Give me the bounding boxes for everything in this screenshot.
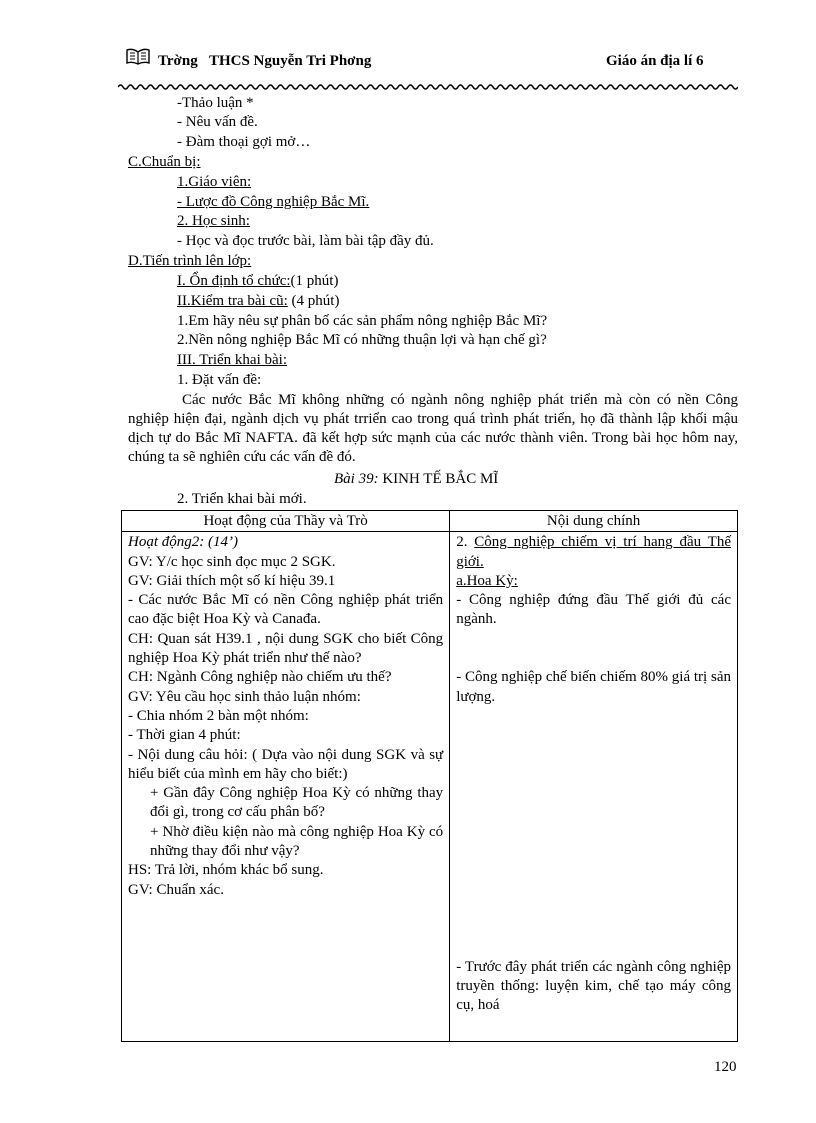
- review-question-1: 1.Em hãy nêu sự phân bố các sản phẩm nông nghiệp Bắc Mĩ?: [177, 313, 548, 329]
- step-review-time: (4 phút): [287, 293, 340, 309]
- activity-line: - Các nước Bắc Mĩ có nền Công nghiệp phát triển cao đặc biệt Hoa Kỳ và Canađa.: [128, 592, 444, 628]
- activity-line: - Chia nhóm 2 bàn một nhóm:: [128, 707, 309, 724]
- activity-line: GV: Y/c học sinh đọc mục 2 SGK.: [128, 553, 336, 570]
- student-heading: 2. Học sinh:: [177, 213, 250, 229]
- activity-line: CH: Ngành Công nghiệp nào chiếm ưu thế?: [128, 669, 392, 686]
- intro-paragraph: Các nước Bắc Mĩ không những có ngành nông nghiệp phát triển mà còn có nền Công nghiệp hiện đại, ngành dịch vụ phát trriển cao trong quá trình phát triển, họ đã thành lập khối mậu dịch tự do Bắc Mĩ NAFTA. đã kết hợp sức mạnh của các nước thành viên. Trong bài học hôm nay, chúng ta sẽ nghiên cứu các vấn đề đó.: [128, 392, 738, 465]
- teacher-item: - Lược đồ Công nghiệp Bắc Mĩ.: [177, 194, 370, 210]
- content-cell: [450, 532, 738, 1042]
- open-book-icon: [126, 48, 150, 66]
- lesson-name: KINH TẾ BẮC MĨ: [378, 471, 499, 487]
- content-point: - Công nghiệp đứng đầu Thế giới đủ các ngành.: [456, 592, 731, 628]
- activity-line: + Nhờ điều kiện nào mà công nghiệp Hoa Kỳ có những thay đổi như vậy?: [150, 823, 444, 860]
- step-stabilize: [177, 272, 338, 291]
- page-number: 120: [714, 1059, 737, 1075]
- method-dialogue: - Đàm thoại gợi mở…: [177, 134, 311, 150]
- step-stabilize-time: (1 phút): [290, 273, 339, 289]
- col-header-activities: Hoạt động của Thầy và Trò: [122, 511, 450, 532]
- method-discussion: -Thảo luận *: [177, 95, 254, 111]
- step-stabilize-label: I. Ổn định tổ chức:: [177, 273, 291, 289]
- lesson-label: Bài 39:: [334, 471, 379, 487]
- content-heading-text: Công nghiệp chiếm vị trí hang đầu Thế giới.: [456, 534, 732, 570]
- activity-title: Hoạt động2: (14’): [128, 534, 238, 551]
- school-name: THCS Nguyễn Tri Phơng: [208, 53, 372, 69]
- lesson-start: 2. Triển khai bài mới.: [177, 491, 307, 507]
- activity-line: CH: Quan sát H39.1 , nội dung SGK cho biết Công nghiệp Hoa Kỳ phát triển như thế nào?: [128, 630, 444, 667]
- section-procedure: D.Tiến trình lên lớp:: [128, 253, 252, 269]
- step-lesson: III. Triển khai bài:: [177, 352, 287, 368]
- lesson-title: [334, 470, 498, 489]
- activity-line: + Gần đây Công nghiệp Hoa Kỳ có những thay đổi gì, trong cơ cấu phân bố?: [150, 785, 444, 821]
- section-preparation: C.Chuẩn bị:: [128, 154, 201, 170]
- activity-line: HS: Trả lời, nhóm khác bổ sung.: [128, 862, 324, 879]
- method-problem: - Nêu vấn đề.: [177, 114, 258, 130]
- subject-header: Giáo án địa lí 6: [606, 53, 704, 69]
- student-item: - Học và đọc trước bài, làm bài tập đầy đủ.: [177, 233, 434, 249]
- activity-line: - Thời gian 4 phút:: [128, 727, 241, 744]
- step-review: [177, 292, 339, 311]
- activity-line: - Nội dung câu hỏi: ( Dựa vào nội dung SGK và sự hiểu biết của mình em hãy cho biết:): [128, 746, 444, 782]
- step-review-label: II.Kiểm tra bài cũ:: [177, 293, 288, 309]
- activity-line: GV: Yêu cầu học sinh thảo luận nhóm:: [128, 688, 361, 705]
- content-point: - Trước đây phát triển các ngành công nghiệp truyền thống: luyện kim, chế tạo máy công cụ, hoá: [456, 958, 731, 1014]
- content-point: - Công nghiệp chế biến chiếm 80% giá trị sản lượng.: [456, 669, 731, 705]
- content-subheading: a.Hoa Kỳ:: [456, 572, 518, 589]
- activities-cell: [122, 532, 450, 1042]
- school-prefix: Trờng: [158, 53, 198, 69]
- school-header: [158, 52, 371, 71]
- content-heading: [456, 533, 731, 572]
- col-header-content: Nội dung chính: [450, 511, 738, 532]
- teacher-heading: 1.Giáo viên:: [177, 174, 252, 190]
- lesson-table: [121, 510, 738, 1042]
- content-heading-num: 2.: [456, 534, 475, 551]
- intro-heading: 1. Đặt vấn đề:: [177, 372, 262, 388]
- activity-line: GV: Chuẩn xác.: [128, 881, 224, 898]
- header-divider: [118, 82, 738, 92]
- review-question-2: 2.Nền nông nghiệp Bắc Mĩ có những thuận lợi và hạn chế gì?: [177, 332, 547, 348]
- activity-line: GV: Giải thích một số kí hiệu 39.1: [128, 572, 336, 589]
